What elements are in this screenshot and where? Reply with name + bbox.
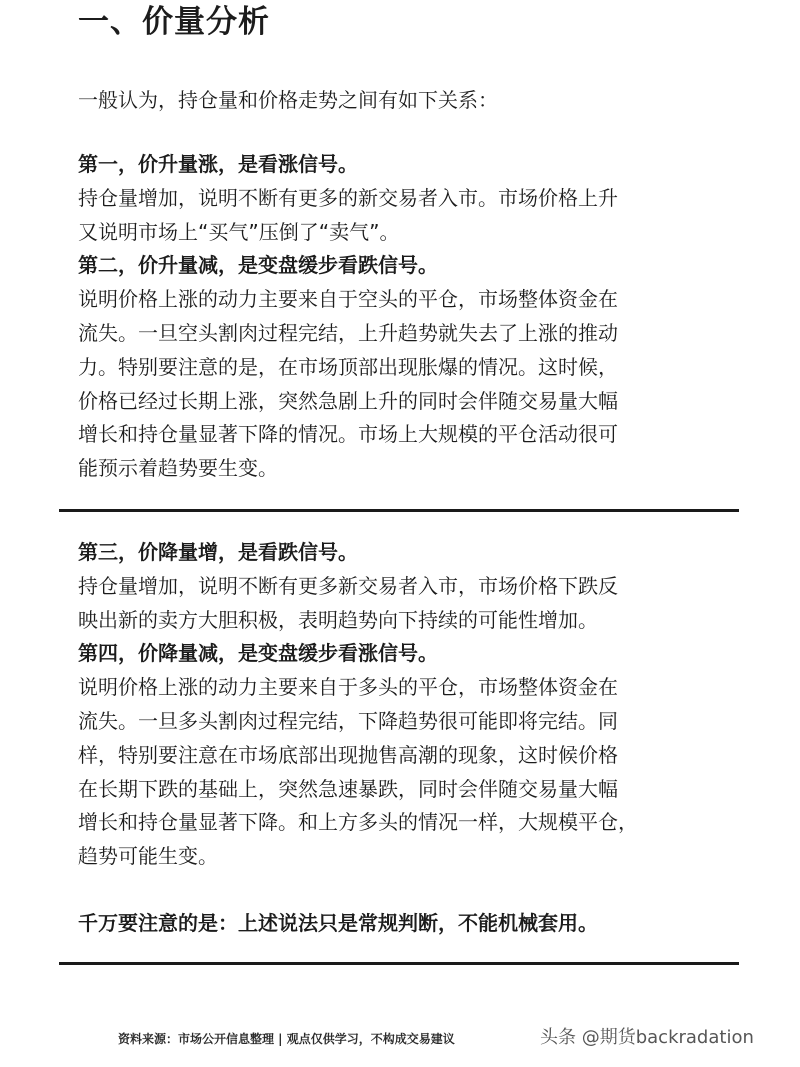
warning-note: 千万要注意的是：上述说法只是常规判断，不能机械套用。 [78,911,598,935]
rule-heading-1: 第一，价升量涨，是看涨信号。 [78,152,358,176]
rule-line: 说明价格上涨的动力主要来自于多头的平仓，市场整体资金在 [78,675,618,700]
rule-line: 力。特别要注意的是，在市场顶部出现胀爆的情况。这时候， [78,354,618,379]
section-divider [59,509,739,512]
rule-line: 趋势可能生变。 [78,844,218,869]
rule-line: 价格已经过长期上涨，突然急剧上升的同时会伴随交易量大幅 [78,388,618,413]
rule-line: 又说明市场上“买气”压倒了“卖气”。 [78,219,400,244]
rule-line: 持仓量增加，说明不断有更多新交易者入市，市场价格下跌反 [78,573,618,598]
rule-line: 映出新的卖方大胆积极，表明趋势向下持续的可能性增加。 [78,607,598,632]
rule-line: 说明价格上涨的动力主要来自于空头的平仓，市场整体资金在 [78,287,618,312]
page-title: 一、价量分析 [78,4,270,40]
rule-line: 持仓量增加，说明不断有更多的新交易者入市。市场价格上升 [78,185,618,210]
intro-text: 一般认为，持仓量和价格走势之间有如下关系： [78,88,498,112]
rule-line: 样，特别要注意在市场底部出现抛售高潮的现象，这时候价格 [78,742,618,767]
section-divider [59,962,739,965]
rule-heading-2: 第二，价升量减，是变盘缓步看跌信号。 [78,253,438,278]
platform-watermark: 头条 @期货backradation [540,1027,754,1048]
rule-line: 增长和持仓量显著下降的情况。市场上大规模的平仓活动很可 [78,422,618,447]
section-rising-price [78,148,738,486]
section-falling-price [78,536,738,874]
rule-line: 流失。一旦空头割肉过程完结，上升趋势就失去了上涨的推动 [78,320,618,345]
rule-heading-4: 第四，价降量减，是变盘缓步看涨信号。 [78,641,438,666]
rule-line: 能预示着趋势要生变。 [78,456,278,481]
rule-line: 增长和持仓量显著下降。和上方多头的情况一样，大规模平仓， [78,810,638,835]
rule-heading-3: 第三，价降量增，是看跌信号。 [78,540,358,564]
rule-line: 流失。一旦多头割肉过程完结，下降趋势很可能即将完结。同 [78,708,618,733]
source-footer: 资料来源：市场公开信息整理 | 观点仅供学习，不构成交易建议 [118,1032,455,1046]
rule-line: 在长期下跌的基础上，突然急速暴跌，同时会伴随交易量大幅 [78,776,618,801]
